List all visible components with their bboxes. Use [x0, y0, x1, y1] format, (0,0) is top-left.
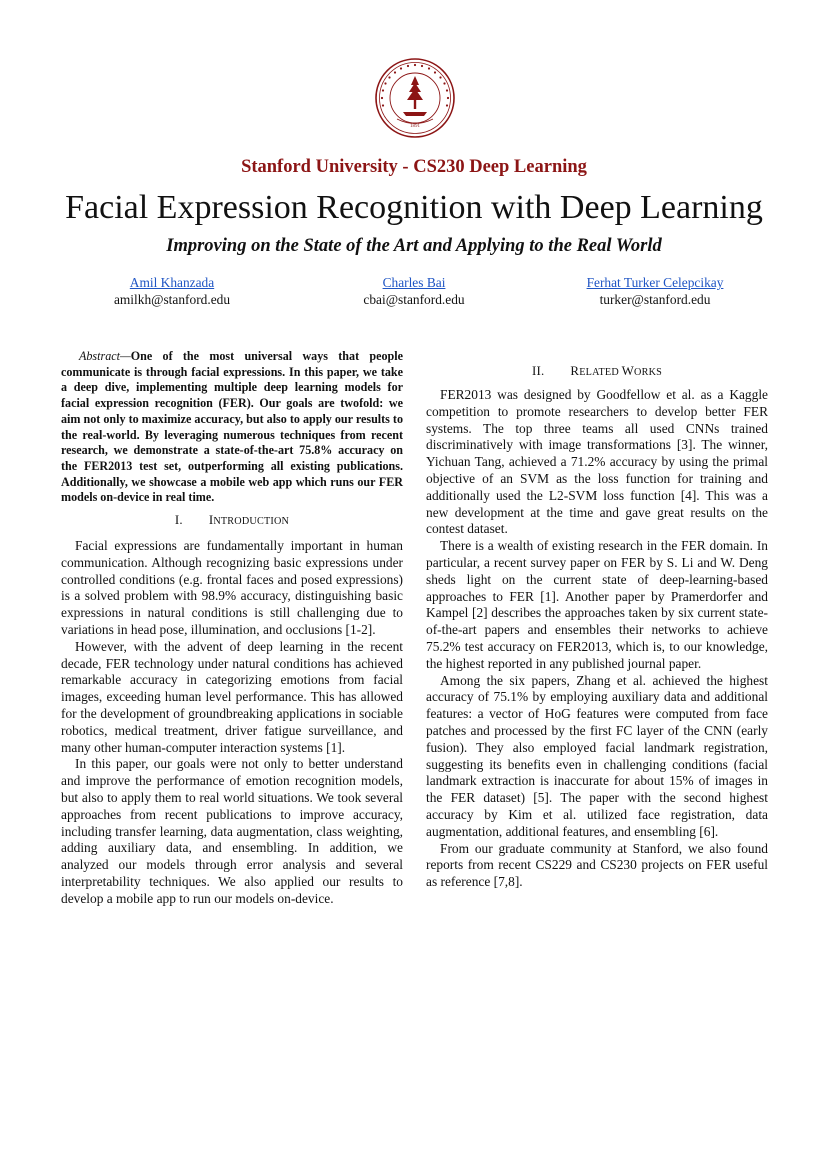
- abstract-lead: Abstract—: [79, 349, 131, 363]
- abstract-paragraph: [61, 349, 403, 506]
- author-block: [563, 274, 747, 308]
- stanford-seal-logo: [375, 58, 455, 138]
- section-title-rest: NTRODUCTION: [213, 516, 290, 527]
- abstract-text: One of the most universal ways that people communicate is through facial expressions. In this paper, we take a deep dive, implementing multiple deep learning models for facial expression recognition (FER). Our goals are twofold: we aim not only to maximize accuracy, but also to apply our results to the real-world. By leveraging numerous techniques from recent research, we demonstrate a state-of-the-art 75.8% accuracy on the FER2013 test set, outperforming all existing publications. Additionally, we showcase a mobile web app which runs our FER models on-device in real time.: [61, 349, 403, 505]
- section-title-rest: ELATED: [579, 367, 622, 378]
- author-block: [322, 274, 506, 308]
- section-title-initial: R: [570, 364, 580, 378]
- paragraph: Facial expressions are fundamentally important in human communication. Although recognizing basic expressions under controlled conditions (e.g. frontal faces and posed expressions) is a solved problem with 98.9% accuracy, distinguishing basic expressions in natural conditions is still challenging due to variations in head pose, illumination, and occlusions [1-2].: [61, 538, 403, 637]
- paragraph: FER2013 was designed by Goodfellow et al. as a Kaggle competition to promote researchers to develop better FER systems. The top three teams all used CNNs trained discriminatively with image transformations [3]. The winner, Yichuan Tang, achieved a 71.2% accuracy by using the primal objective of an SVM as the loss function for training and additionally used the L2-SVM loss function [4]. This was a new development at the time and gave great results on the contest dataset.: [426, 387, 768, 537]
- section-heading-introduction: [61, 513, 403, 528]
- seal-year: 1891: [410, 124, 420, 129]
- section-heading-related-works: [426, 364, 768, 379]
- university-header: Stanford University - CS230 Deep Learning: [241, 157, 587, 177]
- paragraph: There is a wealth of existing research in the FER domain. In particular, a recent survey paper on FER by S. Li and W. Deng sheds light on the current state of deep-learning-based approaches to FER [1]. Another paper by Pramerdorfer and Kampel [2] describes the approaches taken by six current state-of-the-art papers and ensembles their networks to achieve 75.2% test accuracy on FER2013, which is, to our knowledge, the highest reported in any published journal paper.: [426, 538, 768, 671]
- author-email: turker@stanford.edu: [599, 292, 711, 307]
- author-name-link[interactable]: Ferhat Turker Celepcikay: [586, 275, 724, 290]
- section-title-initial: W: [621, 364, 635, 378]
- author-email: amilkh@stanford.edu: [113, 292, 231, 307]
- paragraph: In this paper, our goals were not only to better understand and improve the performance of emotion recognition models, but also to apply them to real world situations. We took several approaches from recent publications to improve accuracy, including transfer learning, data augmentation, class weighting, adding auxiliary data, and ensembling. In addition, we analyzed our models through error analysis and several interpretability techniques. We also applied our results to develop a mobile app to run our models on-device.: [61, 756, 403, 906]
- paragraph: However, with the advent of deep learning in the recent decade, FER technology under natural conditions has achieved remarkable accuracy in categorizing emotions from facial images, exceeding human level performance. This has allowed for the development of groundbreaking applications in sociable robotics, medical treatment, driver fatigue surveillance, and many other human-computer interaction systems [1].: [61, 638, 403, 755]
- section-number: I.: [174, 513, 183, 527]
- paper-title: Facial Expression Recognition with Deep Learning: [65, 189, 763, 226]
- author-name-link[interactable]: Charles Bai: [382, 275, 446, 290]
- paper-subtitle: Improving on the State of the Art and Applying to the Real World: [166, 236, 662, 256]
- related-works-body: [426, 387, 768, 891]
- abstract: [61, 349, 403, 506]
- section-title-rest: ORKS: [634, 367, 663, 378]
- paragraph: From our graduate community at Stanford, we also found reports from recent CS229 and CS230 projects on FER useful as reference [7,8].: [426, 840, 768, 890]
- author-block: [80, 274, 264, 308]
- section-title-initial: I: [208, 513, 214, 527]
- paragraph: Among the six papers, Zhang et al. achieved the highest accuracy of 75.1% by employing auxiliary data and additional features: a vector of HoG features were computed from face patches and processed by the first FC layer of the CNN (early fusion). They also employed facial landmark registration, suggesting its benefits even in challenging conditions (facial landmark extraction is inaccurate for about 15% of images in the FER dataset) [5]. The paper with the second highest accuracy by Kim et al. utilized face registration, data augmentation, additional features, and ensembling [6].: [426, 672, 768, 839]
- author-email: cbai@stanford.edu: [363, 292, 465, 307]
- section-number: II.: [531, 364, 545, 378]
- introduction-body: [61, 538, 403, 908]
- author-name-link[interactable]: Amil Khanzada: [129, 275, 215, 290]
